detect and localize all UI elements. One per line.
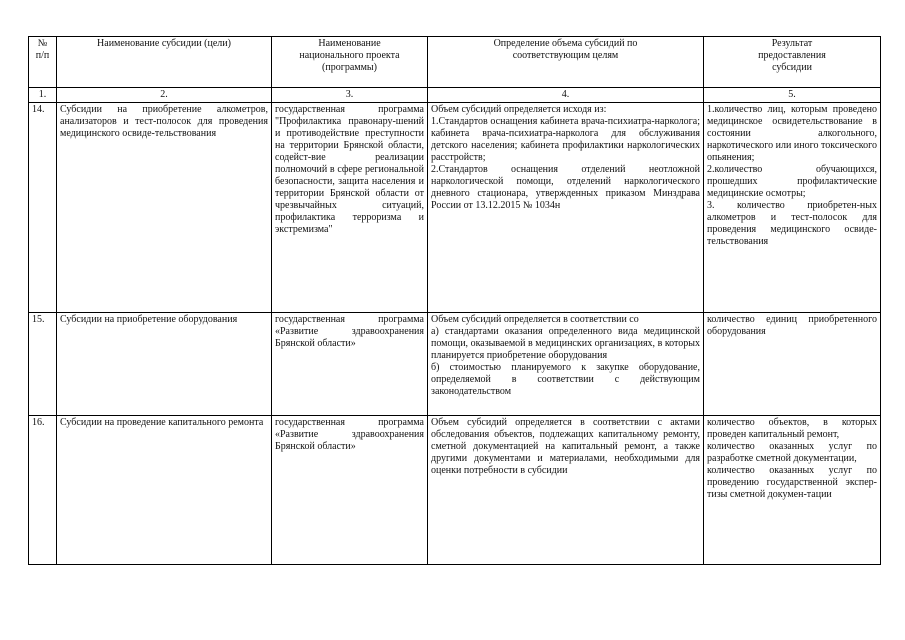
column-number: 5. bbox=[704, 88, 881, 103]
table-row bbox=[29, 313, 881, 416]
header-volume-definition: Определение объема субсидий по соответствующим целям bbox=[428, 37, 704, 88]
result-cell: количество единиц приобретенного оборудования bbox=[704, 313, 881, 416]
national-project-cell: государственная программа "Профилактика правонару-шений и противодействие преступности на территории Брянской области, содейст-вие реализации полномочий в сфере региональной безопасности, защита населения и территории Брянской области от чрезвычайных ситуаций, профилактика терроризма и экстремизма" bbox=[272, 103, 428, 313]
table-row bbox=[29, 103, 881, 313]
row-number: 14. bbox=[29, 103, 57, 313]
column-number: 1. bbox=[29, 88, 57, 103]
header-number: № п/п bbox=[29, 37, 57, 88]
result-cell: количество объектов, в которых проведен капитальный ремонт, количество оказанных услуг по разработке сметной документации, количество оказанных услуг по проведению государственной экспер-тизы сметной докумен-тации bbox=[704, 416, 881, 565]
row-number: 16. bbox=[29, 416, 57, 565]
subsidy-name-cell: Субсидии на приобретение оборудования bbox=[57, 313, 272, 416]
national-project-cell: государственная программа «Развитие здравоохранения Брянской области» bbox=[272, 416, 428, 565]
volume-definition-cell: Объем субсидий определяется в соответствии со а) стандартами оказания определенного вида медицинской помощи, оказываемой в медицинских организациях, в которых планируется приобретение оборудования б) стоимостью планируемого к закупке оборудование, определяемой в соответствии с действующим законодательством bbox=[428, 313, 704, 416]
column-number: 2. bbox=[57, 88, 272, 103]
column-number: 4. bbox=[428, 88, 704, 103]
volume-definition-cell: Объем субсидий определяется в соответствии с актами обследования объектов, подлежащих капитальному ремонту, сметной документацией на капитальный ремонт, а также другими документами и материалами, необходимыми для оценки потребности в субсидии bbox=[428, 416, 704, 565]
header-result: Результат предоставления субсидии bbox=[704, 37, 881, 88]
header-national-project: Наименование национального проекта (программы) bbox=[272, 37, 428, 88]
table-header-row bbox=[29, 37, 881, 88]
table-row bbox=[29, 416, 881, 565]
result-cell: 1.количество лиц, которым проведено медицинское освидетельствование в состоянии алкогольного, наркотического или иного токсического опьянения; 2.количество обучающихся, прошедших профилактические медицинские осмотры; 3. количество приобретен-ных алкометров и тест-полосок для проведения медицинского освиде-тельствования bbox=[704, 103, 881, 313]
national-project-cell: государственная программа «Развитие здравоохранения Брянской области» bbox=[272, 313, 428, 416]
header-subsidy-name: Наименование субсидии (цели) bbox=[57, 37, 272, 88]
row-number: 15. bbox=[29, 313, 57, 416]
subsidy-name-cell: Субсидии на приобретение алкометров, анализаторов и тест-полосок для проведения медицинского освиде-тельствования bbox=[57, 103, 272, 313]
volume-definition-cell: Объем субсидий определяется исходя из: 1.Стандартов оснащения кабинета врача-психиатра-нарколога; кабинета врача-психиатра-нарколога для обслуживания детского населения; кабинета профилактики наркологических расстройств; 2.Стандартов оснащения отделений неотложной наркологической помощи, отделений наркологического дневного стационара, утвержденных приказом Минздрава России от 13.12.2015 № 1034н bbox=[428, 103, 704, 313]
column-number: 3. bbox=[272, 88, 428, 103]
subsidy-name-cell: Субсидии на проведение капитального ремонта bbox=[57, 416, 272, 565]
column-number-row bbox=[29, 88, 881, 103]
subsidy-table bbox=[28, 36, 881, 565]
